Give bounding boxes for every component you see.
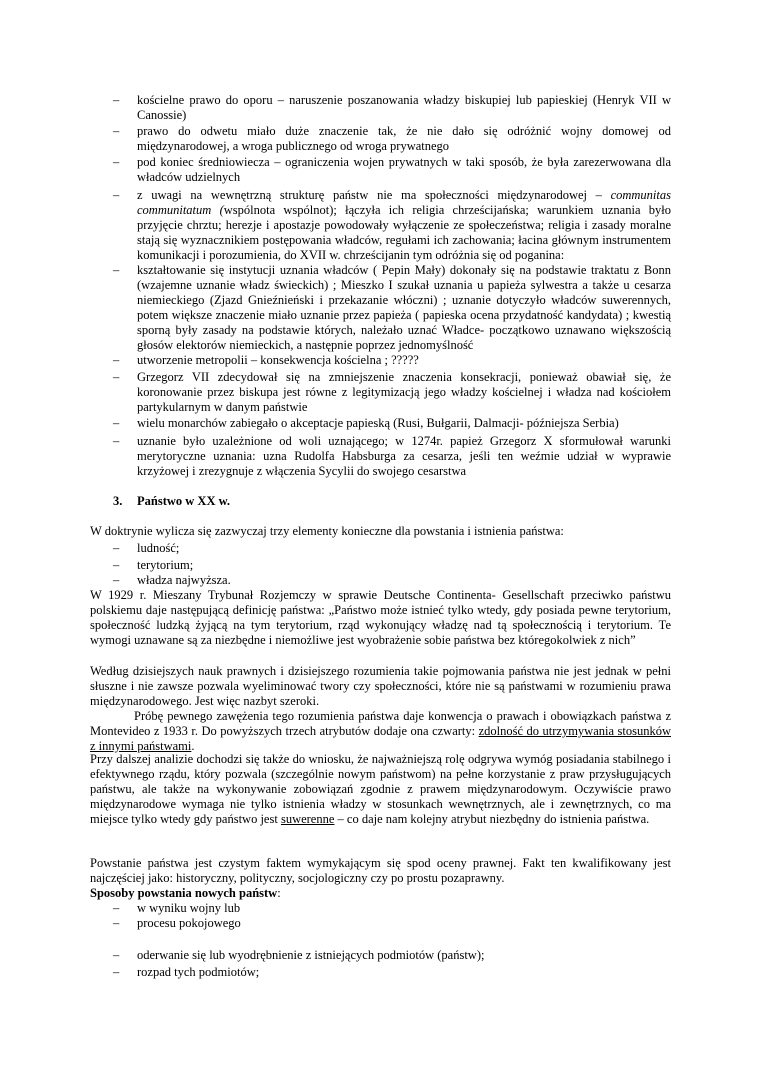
- section-title: Państwo w XX w.: [137, 494, 231, 508]
- list-dash: –: [113, 541, 120, 555]
- underlined-term: zdolność do utrzymywania stosunków z innymi państwami: [90, 724, 671, 753]
- paragraph-text: – co daje nam kolejny atrybut niezbędny do istnienia państwa.: [334, 812, 650, 826]
- paragraph: [90, 709, 671, 754]
- list-item-text: oderwanie się lub wyodrębnienie z istniejących podmiotów (państw);: [137, 948, 485, 962]
- list-item-text: [137, 188, 671, 263]
- list-dash: –: [113, 558, 120, 572]
- list-item-text-post: wspólnota wspólnot); łączyła ich religia chrześcijańska; warunkiem uznania było przyjęcie chrztu; herezje i apostazje powodowały wyłączenie ze społeczeństwa; religia i zasady moralne stają się wyznacznikiem postępowania władców, regułami ich zachowania; łacina głównym instrumentem komunikacji i porozumienia, do XVII w. chrześcijanin tym odróżnia się od poganina:: [137, 203, 671, 262]
- list-dash: –: [113, 124, 120, 138]
- list-item-text: terytorium;: [137, 558, 194, 572]
- list-dash: –: [113, 370, 120, 384]
- list-dash: –: [113, 263, 120, 277]
- list-dash: –: [113, 188, 120, 202]
- list-item-text: uznanie było uzależnione od woli uznającego; w 1274r. papież Grzegorz X sformułował warunki merytoryczne uznania: uzna Rudolfa Habsburga za cesarza, jeśli ten weźmie udział w wyprawie krzyżowej i zrezygnuje z włączenia Sycylii do swojego cesarstwa: [137, 434, 671, 478]
- paragraph-text: Próbę pewnego zawężenia tego rozumienia państwa daje konwencja o prawach i obowiązkach państwa z Montevideo z 1933 r. Do powyższych trzech atrybutów dodaje ona czwarty:: [90, 709, 671, 738]
- list-item-text: ludność;: [137, 541, 180, 555]
- list-item-text: utworzenie metropolii – konsekwencja kościelna ; ?????: [137, 353, 419, 367]
- list-item-text: prawo do odwetu miało duże znaczenie tak, że nie dało się odróżnić wojny domowej od międzynarodowej, a wroga publicznego od wroga prywatnego: [137, 124, 671, 153]
- list-dash: –: [113, 155, 120, 169]
- list-item-text: procesu pokojowego: [137, 916, 241, 930]
- paragraph: W 1929 r. Mieszany Trybunał Rozjemczy w sprawie Deutsche Continenta- Gesellschaft przeciwko państwu polskiemu daje następującą definicję państwa: „Państwo może istnieć tylko wtedy, gdy posiada pewne terytorium, społeczność ludzką żyjącą na tym terytorium, rząd wykonujący władzę nad tą społecznością i terytorium. Te wymogi uznawane są za niezbędne i niemożliwe jest wyobrażenie sobie państwa bez któregokolwiek z nich”: [90, 588, 671, 647]
- list-item-text: Grzegorz VII zdecydował się na zmniejszenie znaczenia konsekracji, ponieważ obawiał się, że koronowanie przez biskupa jest równe z legitymizacją jego władzy kościelnej i władza nad kościołem partykularnym w danym państwie: [137, 370, 671, 414]
- paragraph-text: Przy dalszej analizie dochodzi się także do wniosku, że najważniejszą rolę odgrywa wymóg posiadania stabilnego i efektywnego rządu, który pozwala (szczególnie nowym państwom) na pełne korzystanie z praw przysługujących państwu, ale także na wykonywanie zobowiązań zgodnie z prawem międzynarodowym. Oczywiście prawo międzynarodowe wymaga nie tylko istnienia władzy w stosunkach wewnętrznych, ale i zewnętrznych, co ma miejsce tylko wtedy gdy państwo jest: [90, 752, 671, 826]
- paragraph-text: .: [191, 739, 195, 753]
- paragraph: [90, 752, 671, 827]
- list-item-text: kształtowanie się instytucji uznania władców ( Pepin Mały) dokonały się na podstawie traktatu z Bonn (wzajemne uznanie władz świeckich) ; Mieszko I szukał uznania u papieża sylwestra a także u cesarza niemieckiego (Zjazd Gnieźnieński i przekazanie włóczni) ; uznanie dotyczyło władców suwerennych, potem większe znaczenie miało uznanie przez papieża ( papieska ocena przydatność kandydata) ; kwestią sporną były zasady na podstawie których, należało uznać Władce- początkowo uznawano większością głosów elektorów niemieckich, a następnie poprzez jednomyślność: [137, 263, 671, 352]
- ways-title: Sposoby powstania nowych państw: [90, 886, 278, 900]
- list-item-text: wielu monarchów zabiegało o akceptacje papieską (Rusi, Bułgarii, Dalmacji- późniejsza Serbia): [137, 416, 619, 430]
- list-dash: –: [113, 416, 120, 430]
- paragraph: Powstanie państwa jest czystym faktem wymykającym się spod oceny prawnej. Fakt ten kwalifikowany jest najczęściej jako: historyczny, polityczny, socjologiczny czy po prostu pozaprawny.: [90, 856, 671, 885]
- list-dash: –: [113, 353, 120, 367]
- underlined-term: suwerenne: [280, 812, 335, 826]
- list-item-text: kościelne prawo do oporu – naruszenie poszanowania władzy biskupiej lub papieskiej (Henryk VII w Canossie): [137, 93, 671, 122]
- list-item-text: władza najwyższa.: [137, 573, 231, 587]
- list-item-text: rozpad tych podmiotów;: [137, 965, 260, 979]
- list-item-text: pod koniec średniowiecza – ograniczenia wojen prywatnych w taki sposób, że była zarezerwowana dla władców udzielnych: [137, 155, 671, 184]
- list-item-text-pre: z uwagi na wewnętrzną strukturę państw nie ma społeczności międzynarodowej –: [137, 188, 611, 202]
- list-dash: –: [113, 901, 120, 915]
- paragraph: Według dzisiejszych nauk prawnych i dzisiejszego rozumienia takie pojmowania państwa nie jest jednak w pełni słuszne i nie zawsze pozwala wyeliminować twory czy społeczności, które nie są państwami w rozumieniu prawa międzynarodowego. Jest więc nazbyt szeroki.: [90, 664, 671, 708]
- list-dash: –: [113, 573, 120, 587]
- list-dash: –: [113, 965, 120, 979]
- list-dash: –: [113, 93, 120, 107]
- section-number: 3.: [113, 494, 123, 508]
- latin-term: communitas communitatum (: [137, 188, 671, 217]
- intro-paragraph: W doktrynie wylicza się zazwyczaj trzy elementy konieczne dla powstania i istnienia państwa:: [90, 524, 564, 538]
- section-heading: [113, 494, 230, 509]
- ways-colon: :: [277, 886, 281, 900]
- list-dash: –: [113, 916, 120, 930]
- paragraph: [90, 886, 671, 901]
- list-dash: –: [113, 948, 120, 962]
- list-dash: –: [113, 434, 120, 448]
- list-item-text: w wyniku wojny lub: [137, 901, 241, 915]
